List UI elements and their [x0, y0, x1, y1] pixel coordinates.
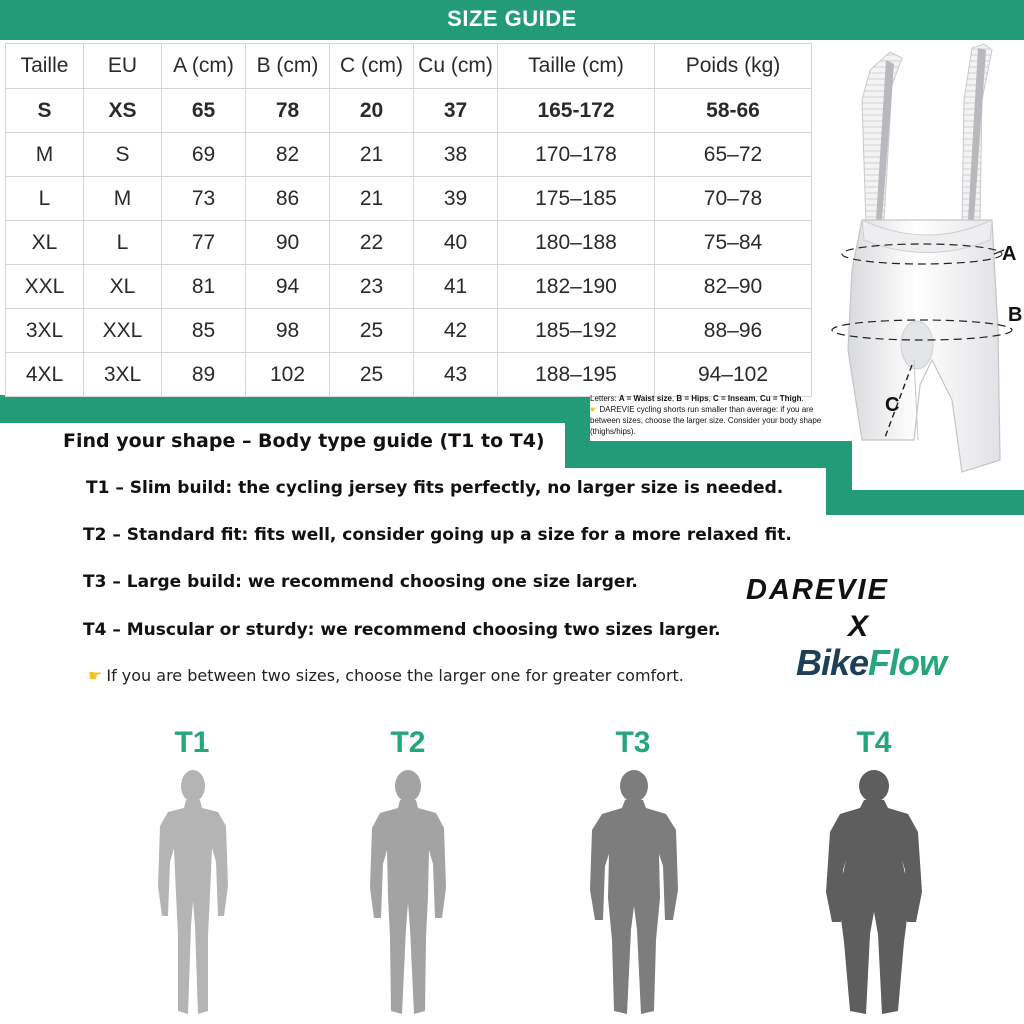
table-cell: 86: [246, 177, 330, 221]
table-cell: 25: [330, 353, 414, 397]
table-cell: 4XL: [6, 353, 84, 397]
table-cell: 69: [162, 133, 246, 177]
table-cell: 21: [330, 177, 414, 221]
table-cell: 82–90: [655, 265, 812, 309]
table-cell: 58-66: [655, 89, 812, 133]
bib-shorts-image: [822, 40, 1024, 480]
pointing-hand-icon: ☛: [88, 666, 103, 685]
column-header: Taille (cm): [498, 44, 655, 89]
body-figure-t2: [362, 766, 454, 1018]
table-cell: 38: [414, 133, 498, 177]
note-a-key: A = Waist size: [618, 394, 672, 403]
note-c-key: C = Inseam: [713, 394, 756, 403]
table-cell: 78: [246, 89, 330, 133]
figure-head: [620, 770, 648, 802]
measurement-note: Letters: A = Waist size, B = Hips, C = Inseam, Cu = Thigh. ☛ DAREVIE cycling shorts run smaller than average: if you are between sizes, choose the larger size. Consider your body shape (thighs/hips).: [590, 394, 822, 436]
table-cell: 75–84: [655, 221, 812, 265]
table-cell: 65: [162, 89, 246, 133]
body-type-label-t4: T4: [856, 726, 892, 759]
table-cell: 25: [330, 309, 414, 353]
figure-head: [859, 770, 889, 802]
table-cell: 81: [162, 265, 246, 309]
brand-x: X: [848, 610, 869, 643]
table-row: [6, 265, 812, 309]
figure-head: [181, 770, 205, 802]
size-tip: [88, 666, 684, 685]
table-cell: 175–185: [498, 177, 655, 221]
table-cell: M: [6, 133, 84, 177]
figure-body: [826, 800, 922, 1014]
brand-bike: Bike: [796, 642, 869, 683]
table-cell: 3XL: [84, 353, 162, 397]
table-cell: 43: [414, 353, 498, 397]
table-row: [6, 133, 812, 177]
size-tip-text: If you are between two sizes, choose the larger one for greater comfort.: [106, 666, 684, 685]
table-cell: 89: [162, 353, 246, 397]
table-cell: 82: [246, 133, 330, 177]
green-band-step-bottom: [565, 441, 852, 468]
page-title: SIZE GUIDE: [447, 6, 577, 31]
table-cell: 94–102: [655, 353, 812, 397]
column-header: C (cm): [330, 44, 414, 89]
table-row: [6, 353, 812, 397]
column-header: A (cm): [162, 44, 246, 89]
table-cell: 94: [246, 265, 330, 309]
body-figure-t4: [820, 766, 928, 1018]
table-header-row: [6, 44, 812, 89]
body-type-line-t3: T3 – Large build: we recommend choosing one size larger.: [83, 572, 638, 592]
body-type-line-t1: T1 – Slim build: the cycling jersey fits perfectly, no larger size is needed.: [86, 478, 784, 498]
table-cell: 180–188: [498, 221, 655, 265]
body-type-label-t2: T2: [390, 726, 426, 759]
note-cu-key: Cu = Thigh: [759, 394, 802, 403]
table-cell: 39: [414, 177, 498, 221]
table-cell: 170–178: [498, 133, 655, 177]
table-cell: 85: [162, 309, 246, 353]
marker-b: B: [1008, 304, 1023, 326]
marker-c: C: [885, 394, 900, 416]
brand-darevie: DAREVIE: [746, 574, 889, 606]
figure-head: [395, 770, 421, 802]
body-type-label-t3: T3: [615, 726, 651, 759]
table-row: [6, 309, 812, 353]
table-cell: 21: [330, 133, 414, 177]
body-figure-t1: [148, 766, 238, 1018]
warning-icon: ☛: [590, 405, 598, 414]
table-cell: 3XL: [6, 309, 84, 353]
table-cell: L: [6, 177, 84, 221]
column-header: Poids (kg): [655, 44, 812, 89]
table-cell: XL: [6, 221, 84, 265]
table-cell: 185–192: [498, 309, 655, 353]
table-cell: 98: [246, 309, 330, 353]
column-header: Taille: [6, 44, 84, 89]
table-cell: L: [84, 221, 162, 265]
table-cell: 73: [162, 177, 246, 221]
figure-body: [370, 800, 446, 1014]
body-figure-t3: [584, 766, 684, 1018]
table-cell: 88–96: [655, 309, 812, 353]
figure-body: [590, 800, 678, 1014]
table-cell: 42: [414, 309, 498, 353]
table-cell: 188–195: [498, 353, 655, 397]
table-cell: XS: [84, 89, 162, 133]
table-cell: 20: [330, 89, 414, 133]
note-warning: DAREVIE cycling shorts run smaller than average: if you are between sizes, choose the larger size. Consider your body shape (thighs/hips).: [590, 405, 822, 436]
table-cell: S: [6, 89, 84, 133]
table-cell: 182–190: [498, 265, 655, 309]
table-cell: 77: [162, 221, 246, 265]
table-row: [6, 89, 812, 133]
green-band-corner: [826, 490, 1024, 515]
table-cell: 23: [330, 265, 414, 309]
body-type-line-t2: T2 – Standard fit: fits well, consider going up a size for a more relaxed fit.: [83, 525, 792, 545]
column-header: B (cm): [246, 44, 330, 89]
figure-body: [158, 800, 228, 1014]
marker-a: A: [1002, 243, 1017, 265]
table-cell: XXL: [6, 265, 84, 309]
brand-flow: Flow: [868, 642, 947, 683]
table-row: [6, 221, 812, 265]
table-cell: 70–78: [655, 177, 812, 221]
table-cell: S: [84, 133, 162, 177]
table-cell: XL: [84, 265, 162, 309]
brand-bikeflow: [796, 642, 946, 684]
table-cell: 37: [414, 89, 498, 133]
bib-shorts-illustration: [822, 40, 1024, 480]
table-cell: 65–72: [655, 133, 812, 177]
size-table: [5, 43, 812, 397]
table-row: [6, 177, 812, 221]
column-header: EU: [84, 44, 162, 89]
table-cell: 90: [246, 221, 330, 265]
body-type-line-t4: T4 – Muscular or sturdy: we recommend choosing two sizes larger.: [83, 620, 721, 640]
table-cell: M: [84, 177, 162, 221]
table-cell: 40: [414, 221, 498, 265]
table-cell: 102: [246, 353, 330, 397]
green-band-left: [0, 395, 590, 423]
table-cell: 41: [414, 265, 498, 309]
column-header: Cu (cm): [414, 44, 498, 89]
table-cell: XXL: [84, 309, 162, 353]
note-b-key: B = Hips: [676, 394, 709, 403]
table-cell: 165-172: [498, 89, 655, 133]
note-letters-prefix: Letters:: [590, 394, 619, 403]
body-guide-title: Find your shape – Body type guide (T1 to T4): [63, 430, 545, 452]
table-cell: 22: [330, 221, 414, 265]
body-type-label-t1: T1: [174, 726, 210, 759]
